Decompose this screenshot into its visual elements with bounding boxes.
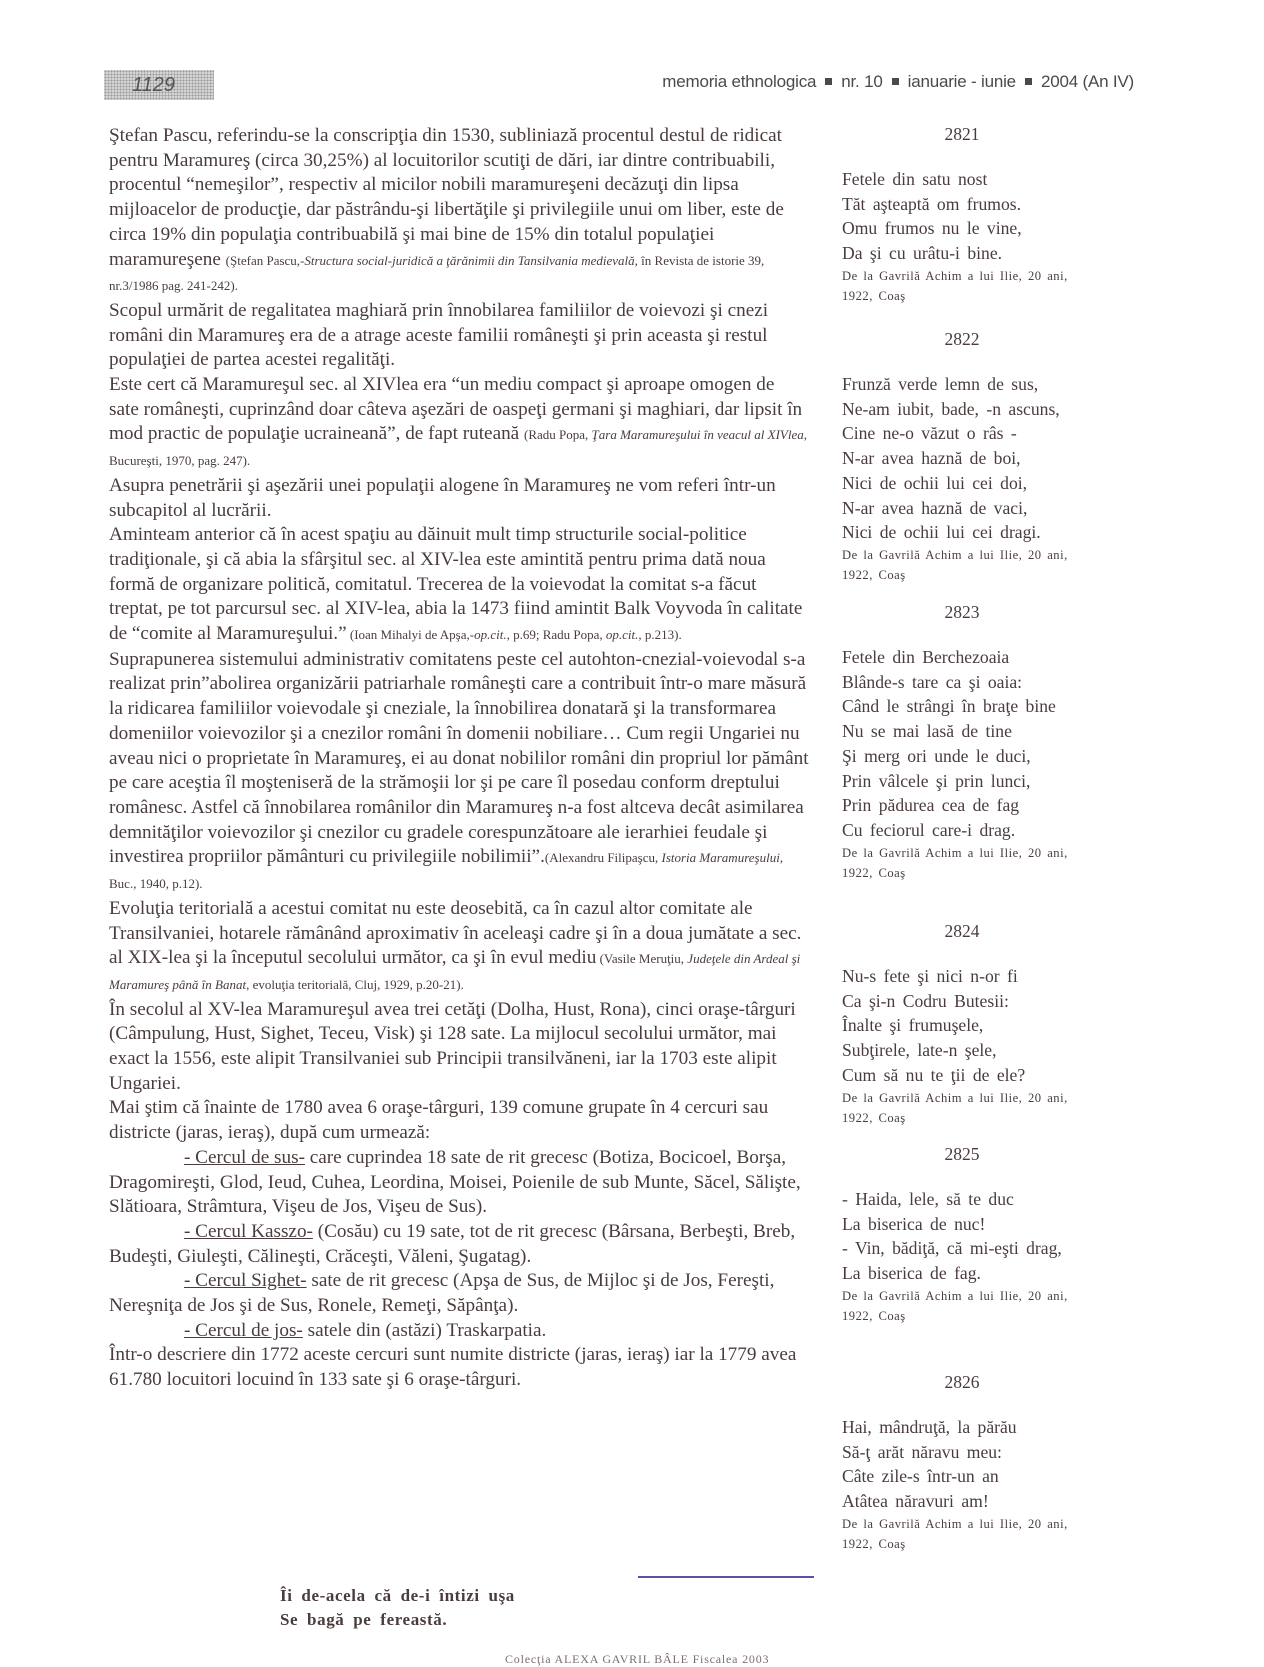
cerc-name: - Cercul de jos- — [184, 1319, 303, 1341]
square-bullet-icon — [825, 78, 832, 85]
poem-line: Cine ne-o văzut o râs - — [842, 423, 1017, 444]
poem-line: Prin pădurea cea de fag — [842, 795, 1020, 816]
poem-line: Fetele din Berchezoaia — [842, 647, 1010, 667]
paragraph — [109, 523, 809, 648]
poem-source: De la Gavrilă Achim a lui Ilie, 20 ani, 1922, Coaş — [842, 1288, 1068, 1323]
poem-line: Înalte şi frumuşele, — [842, 1015, 984, 1036]
poem-line: Ca şi-n Codru Butesii: — [842, 990, 1009, 1011]
paragraph — [109, 897, 809, 998]
poem-lines — [842, 372, 1102, 545]
paragraph-text: Suprapunerea sistemului administrativ comitatens peste cel autohton-cnezial-voievodal s-a realizat prin”abolirea organizării patriarhale româneşti care a contribuit într-o mare măsură la ridicarea familiilor voievodale şi cneziale, la înnobilirea donatară şi la transformarea domeniilor voievozilor şi a cnezilor români în domenii nobiliare… Cum regii Ungariei nu aveau nici o proprietate în Maramureş, ei au donat nobililor români din propriul lor pământ pe care aceştia îl moşteniseră de la strămoşii lor şi pe care îl posedau conform dreptului românesc. Astfel că înnobilarea românilor din Maramureş n-a fost altceva decât asimilarea demnităţilor voievozilor şi cnezilor cu gradele corespunzătoare ale ierarhiei feudale şi investirea propriilor pământuri cu privilegiile nobilimii”. — [109, 648, 809, 868]
poem — [842, 124, 1102, 306]
paragraph-text: Aminteam anterior că în acest spaţiu au dăinuit mult timp structurile social-politice tradiţionale, şi că abia la sfârşitul sec. al XIV-lea este amintită pentru prima dată noua formă de organizare politică, comitatul. Trecerea de la voievodat la comitat s-a făcut treptat, pe tot parcursul sec. al XIV-lea, abia la 1473 fiind amintit Balk Voyvoda în calitate de “comite al Maramureşului.” — [109, 524, 803, 645]
square-bullet-icon — [892, 78, 899, 85]
paragraph: Într-o descriere din 1772 aceste cercuri sunt numite districte (jaras, ieraş) iar la 1779 avea 61.780 locuitori locuind în 133 sate şi 6 oraşe-târguri. — [109, 1344, 797, 1391]
poem-lines — [842, 1415, 1102, 1514]
poem-source: De la Gavrilă Achim a lui Ilie, 20 ani, 1922, Coaş — [842, 1516, 1068, 1551]
colophon: Colecţia ALEXA GAVRIL BÂLE Fiscalea 2003 — [505, 1652, 770, 1666]
poem — [842, 921, 1102, 1128]
paragraph: În secolul al XV-lea Maramureşul avea trei cetăţi (Dolha, Hust, Rona), cinci oraşe-târguri (Câmpulung, Hust, Sighet, Teceu, Visk) şi 128 sate. La mijlocul secolului următor, mai exact la 1556, este alipit Transilvaniei sub Principii transilvăneni, iar la 1703 este alipit Ungariei. — [109, 998, 796, 1094]
poem — [842, 329, 1102, 585]
poem-line: Tăt aşteaptă om frumos. — [842, 193, 1022, 214]
citation: (Radu Popa, Ţara Maramureşului în veacul al XIVlea, Bucureşti, 1970, pag. 247). — [109, 427, 807, 469]
square-bullet-icon — [1025, 78, 1032, 85]
citation: (Ioan Mihalyi de Apşa,-op.cit., p.69; Radu Popa, op.cit., p.213). — [346, 627, 682, 643]
poem-line: Să-ţ arăt năravu meu: — [842, 1441, 1002, 1462]
poem — [842, 602, 1102, 883]
journal-info — [662, 72, 1134, 92]
poem-line: Ne-am iubit, bade, -n ascuns, — [842, 398, 1060, 419]
poem-number: 2825 — [944, 1144, 980, 1164]
divider-rule — [638, 1576, 814, 1578]
page-number: 1129 — [104, 70, 214, 100]
journal-title: memoria ethnologica — [662, 72, 817, 91]
poem-source: De la Gavrilă Achim a lui Ilie, 20 ani, 1922, Coaş — [842, 845, 1068, 880]
poem-line: Frunză verde lemn de sus, — [842, 374, 1039, 394]
verse-line: Îi de-acela că de-i întizi uşa — [280, 1586, 515, 1605]
cerc-text: satele din (astăzi) Traskarpatia. — [302, 1319, 547, 1341]
issue-number: nr. 10 — [841, 72, 883, 91]
poem-line: Nu se mai lasă de tine — [842, 721, 1012, 742]
poem-lines — [842, 167, 1102, 266]
cerc-item — [109, 1146, 809, 1220]
cerc-text: sate de rit grecesc (Apşa de Sus, de Mijloc şi de Jos, Fereşti, Nereşniţa de Jos şi de Sus, Ronele, Remeţi, Săpânţa). — [109, 1270, 775, 1317]
citation: (Alexandru Filipaşcu, Istoria Maramureşului, Buc., 1940, p.12). — [109, 850, 784, 892]
cerc-name: - Cercul Sighet- — [184, 1270, 307, 1292]
poem-number: 2821 — [944, 124, 980, 144]
cerc-item — [109, 1269, 809, 1318]
poem-line: Atâtea năravuri am! — [842, 1491, 989, 1512]
citation: (Ştefan Pascu,-Structura social-juridică a ţărănimii din Tansilvania medievală, în Revista de istorie 39, nr.3/1986 pag. 241-242). — [109, 252, 765, 294]
cerc-name: - Cercul de sus- — [184, 1146, 305, 1168]
paragraph: Asupra penetrării şi aşezării unei populaţii alogene în Maramureş ne vom referi într-un subcapitol al lucrării. — [109, 474, 776, 521]
poem-number: 2822 — [944, 329, 980, 349]
closing-verse — [280, 1584, 515, 1632]
poem-source: De la Gavrilă Achim a lui Ilie, 20 ani, 1922, Coaş — [842, 547, 1068, 582]
paragraph: Scopul urmărit de regalitatea maghiară prin înnobilarea familiilor de voievozi şi cnezi români din Maramureş era de a atrage aceste familii româneşti şi prin aceasta şi restul populaţiei de partea acestei regalităţi. — [109, 299, 769, 371]
poem-line: Nici de ochii lui cei dragi. — [842, 522, 1041, 543]
poem-line: Omu frumos nu le vine, — [842, 218, 1022, 239]
poem-line: Prin vâlcele şi prin lunci, — [842, 770, 1031, 791]
paragraph — [109, 124, 809, 299]
poem-lines — [842, 645, 1102, 843]
cerc-name: - Cercul Kasszo- — [184, 1220, 313, 1242]
paragraph — [109, 373, 809, 474]
poem-line: - Haida, lele, să te duc — [842, 1189, 1014, 1209]
poem-line: Cu feciorul care-i drag. — [842, 819, 1016, 840]
poem-line: Câte zile-s într-un an — [842, 1466, 999, 1487]
paragraph — [109, 648, 809, 897]
poem-line: Nici de ochii lui cei doi, — [842, 472, 1028, 493]
poem-source: De la Gavrilă Achim a lui Ilie, 20 ani, 1922, Coaş — [842, 268, 1068, 303]
poem-lines — [842, 964, 1102, 1088]
poem-number: 2826 — [944, 1372, 980, 1392]
poem-line: Când le strângi în braţe bine — [842, 696, 1056, 717]
poem-line: Cum să nu te ţii de ele? — [842, 1064, 1026, 1085]
issue-year: 2004 (An IV) — [1040, 72, 1134, 91]
cerc-item — [109, 1319, 809, 1344]
poem-source: De la Gavrilă Achim a lui Ilie, 20 ani, 1922, Coaş — [842, 1090, 1068, 1125]
poem-line: - Vin, bădiţă, că mi-eşti drag, — [842, 1238, 1062, 1259]
running-header — [104, 70, 1134, 102]
poem-number: 2823 — [944, 602, 980, 622]
main-text-column — [109, 124, 809, 1393]
paragraph-text: Ştefan Pascu, referindu-se la conscripţia din 1530, subliniază procentul destul de ridicat pentru Maramureş (circa 30,25%) al locuitorilor scutiţi de dări, iar dintre contribuabili, procentul “nemeşilor”, respectiv al micilor nobili maramureşeni decăzuţi din lipsa mijloacelor de producţie, dar păstrându-şi libertăţile şi privilegiile unui om liber, este de circa 19% din populaţia contribuabilă şi mai bine de 15% din totalul populaţiei maramureşene — [109, 125, 784, 270]
poem-number: 2824 — [944, 921, 980, 941]
poem-line: Subţirele, late-n şele, — [842, 1040, 997, 1061]
verse-line: Se bagă pe fereastă. — [280, 1610, 448, 1629]
poem-line: Nu-s fete şi nici n-or fi — [842, 966, 1018, 986]
poem-line: Hai, mândruţă, la părău — [842, 1417, 1017, 1437]
poem-line: Şi merg ori unde le duci, — [842, 745, 1031, 766]
poem-line: Da şi cu urâtu-i bine. — [842, 243, 1003, 264]
cerc-text: (Cosău) cu 19 sate, tot de rit grecesc (Bârsana, Berbeşti, Breb, Budeşti, Giuleşti, Călineşti, Crăceşti, Văleni, Şugatag). — [109, 1220, 796, 1267]
poem-line: Blânde-s tare ca şi oaia: — [842, 671, 1023, 692]
citation: (Vasile Meruţiu, Judeţele din Ardeal şi Maramureş până în Banat, evoluţia teritorială, Cluj, 1929, p.20-21). — [109, 951, 801, 992]
poem-line: N-ar avea haznă de boi, — [842, 448, 1021, 469]
cerc-item — [109, 1220, 809, 1269]
poem — [842, 1372, 1102, 1554]
poem-line: Fetele din satu nost — [842, 169, 988, 189]
cerc-text: care cuprindea 18 sate de rit grecesc (Botiza, Bocicoel, Borşa, Dragomireşti, Glod, Ieud, Cuhea, Leordina, Moisei, Poienile de sub Munte, Săcel, Sălişte, Slătioara, Strâmtura, Vişeu de Jos, Vişeu de Sus). — [109, 1146, 801, 1218]
poem — [842, 1144, 1102, 1326]
issue-period: ianuarie - iunie — [907, 72, 1016, 91]
paragraph: Mai ştim că înainte de 1780 avea 6 oraşe-târguri, 139 comune grupate în 4 cercuri sau districte (jaras, ieraş), după cum urmează: — [109, 1097, 769, 1144]
paragraph-text: Evoluţia teritorială a acestui comitat nu este deosebită, ca în cazul altor comitate ale Transilvaniei, hotarele rămânând aproximativ în aceleaşi cadre şi în a doua jumătate a sec. al XIX-lea şi la începutul secolului următor, ca şi în evul mediu — [109, 897, 802, 969]
paragraph-text: Este cert că Maramureşul sec. al XIVlea era “un mediu compact şi aproape omogen de sate româneşti, cuprinzând doar câteva aşezări de oaspeţi germani şi maghiari, dar lipsit în mod practic de populaţie ucraineană”, de fapt ruteană — [109, 374, 803, 445]
poem-line: La biserica de nuc! — [842, 1213, 986, 1234]
poem-line: N-ar avea haznă de vaci, — [842, 497, 1028, 518]
poem-lines — [842, 1187, 1102, 1286]
poem-line: La biserica de fag. — [842, 1263, 981, 1284]
